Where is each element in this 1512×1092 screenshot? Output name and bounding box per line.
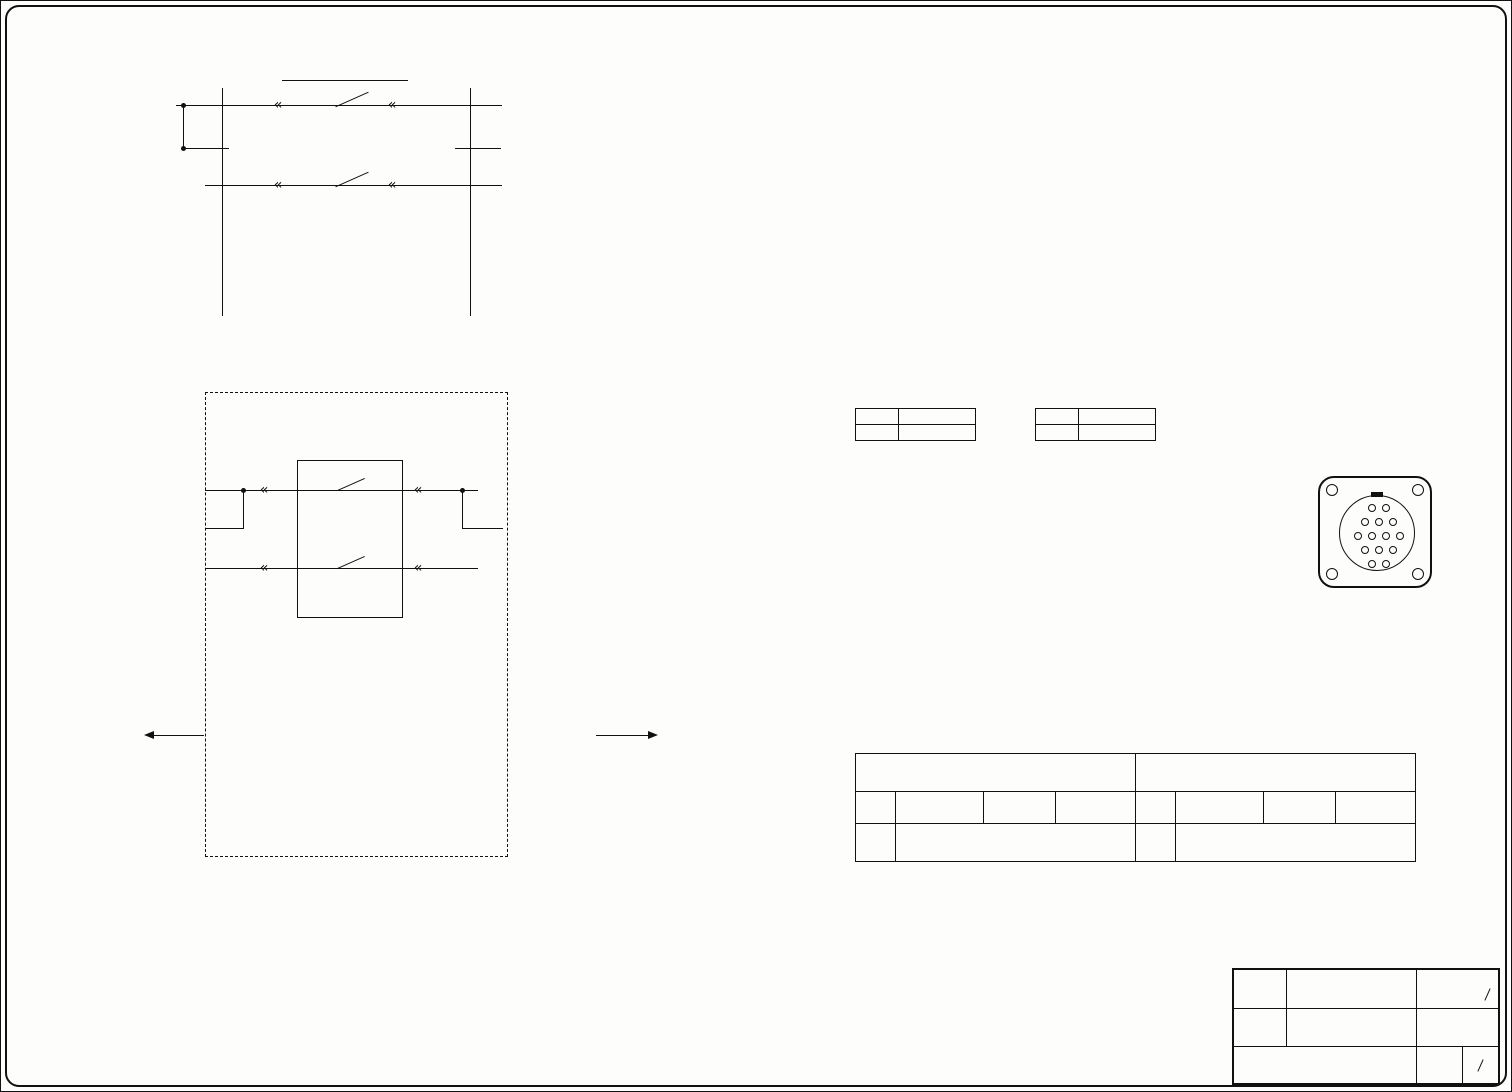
title-value [1286, 1008, 1416, 1047]
connector-pin [1382, 560, 1390, 568]
chevron-left-icon [274, 178, 281, 192]
connector-pin [1382, 504, 1390, 512]
branch-line [183, 105, 184, 148]
connector-face-drawing [1318, 476, 1432, 588]
chevron-left-icon [388, 178, 395, 192]
name-label [1233, 969, 1286, 1008]
header-pin [1136, 792, 1176, 824]
header-pin [856, 792, 896, 824]
col-pin-en [1036, 425, 1079, 441]
chevron-left-icon [414, 561, 421, 575]
arrow-line [150, 735, 204, 736]
col-pin-jp [1036, 409, 1079, 425]
prev-side-title [856, 754, 1136, 792]
connector-pin [1361, 546, 1369, 554]
pin-table-header-en [1036, 425, 1156, 441]
type-cell [1416, 1008, 1499, 1047]
chevron-left-icon [388, 98, 395, 112]
connector-pin [1368, 504, 1376, 512]
connector-pin [1382, 532, 1390, 540]
header-follow-in [1056, 792, 1136, 824]
connector-pin [1368, 560, 1376, 568]
blank-cell [856, 824, 896, 862]
col-wire-en [899, 425, 976, 441]
chevron-left-icon [260, 561, 267, 575]
title-label [1233, 1008, 1286, 1047]
cna-pin-table [855, 408, 976, 441]
pcb-boundary-line [222, 88, 223, 316]
connector-key-notch [1371, 492, 1383, 497]
col-pin-jp [856, 409, 899, 425]
col-pin-en [856, 425, 899, 441]
blank-cell [1136, 824, 1176, 862]
stub-line [455, 148, 501, 149]
signal-assignment-table [855, 753, 1416, 862]
pin-table-header-jp [1036, 409, 1156, 425]
bus-wire-group [205, 641, 508, 841]
chevron-left-icon [260, 483, 267, 497]
stub-line [205, 528, 244, 529]
next-cable-spec [1176, 824, 1416, 862]
arrow-left-icon [144, 731, 154, 739]
connector-pin [1375, 546, 1383, 554]
screw-hole-icon [1326, 568, 1338, 580]
drawing-no-cell [1233, 1047, 1416, 1084]
stub-line [183, 148, 229, 149]
title-block-row-name [1233, 969, 1499, 1008]
signal-table-title-row [856, 754, 1416, 792]
header-blank [984, 792, 1056, 824]
wire-smm4-smm3 [205, 185, 502, 186]
chevron-left-icon [414, 483, 421, 497]
screw-hole-icon [1412, 484, 1424, 496]
screw-hole-icon [1326, 484, 1338, 496]
connector-pin [1389, 518, 1397, 526]
pcb-boundary-line [470, 88, 471, 316]
revision-cell [1416, 1047, 1462, 1084]
connector-pin [1389, 546, 1397, 554]
name-value [1286, 969, 1416, 1008]
col-wire-jp [1079, 409, 1156, 425]
prev-cable-spec [896, 824, 1136, 862]
signal-table-header-row [856, 792, 1416, 824]
outside-signal-underline [282, 80, 408, 81]
title-block-row-drawing [1233, 1047, 1499, 1084]
connector-pin [1396, 532, 1404, 540]
next-side-title [1136, 754, 1416, 792]
page-cell [1416, 969, 1499, 1008]
pin-table-header-en [856, 425, 976, 441]
connector-pin [1361, 518, 1369, 526]
header-send-out [896, 792, 984, 824]
connector-pin [1368, 532, 1376, 540]
title-block [1232, 968, 1500, 1085]
branch-line [243, 490, 244, 528]
connector-pin [1354, 532, 1362, 540]
stub-line [462, 528, 503, 529]
header-follow-out [1336, 792, 1416, 824]
connector-pin [1375, 518, 1383, 526]
screw-hole-icon [1412, 568, 1424, 580]
pin-table-header-jp [856, 409, 976, 425]
cnb-pin-table [1035, 408, 1156, 441]
header-send-in [1176, 792, 1264, 824]
col-wire-en [1079, 425, 1156, 441]
arrow-line [596, 735, 650, 736]
arrow-right-icon [648, 731, 658, 739]
connector-shell [1339, 495, 1415, 571]
signal-table-cable-row [856, 824, 1416, 862]
header-blank [1264, 792, 1336, 824]
chevron-left-icon [274, 98, 281, 112]
sheet-cell [1462, 1047, 1499, 1084]
title-block-row-title [1233, 1008, 1499, 1047]
wire-smm8-smm7 [205, 568, 478, 569]
col-wire-jp [899, 409, 976, 425]
branch-line [462, 490, 463, 528]
